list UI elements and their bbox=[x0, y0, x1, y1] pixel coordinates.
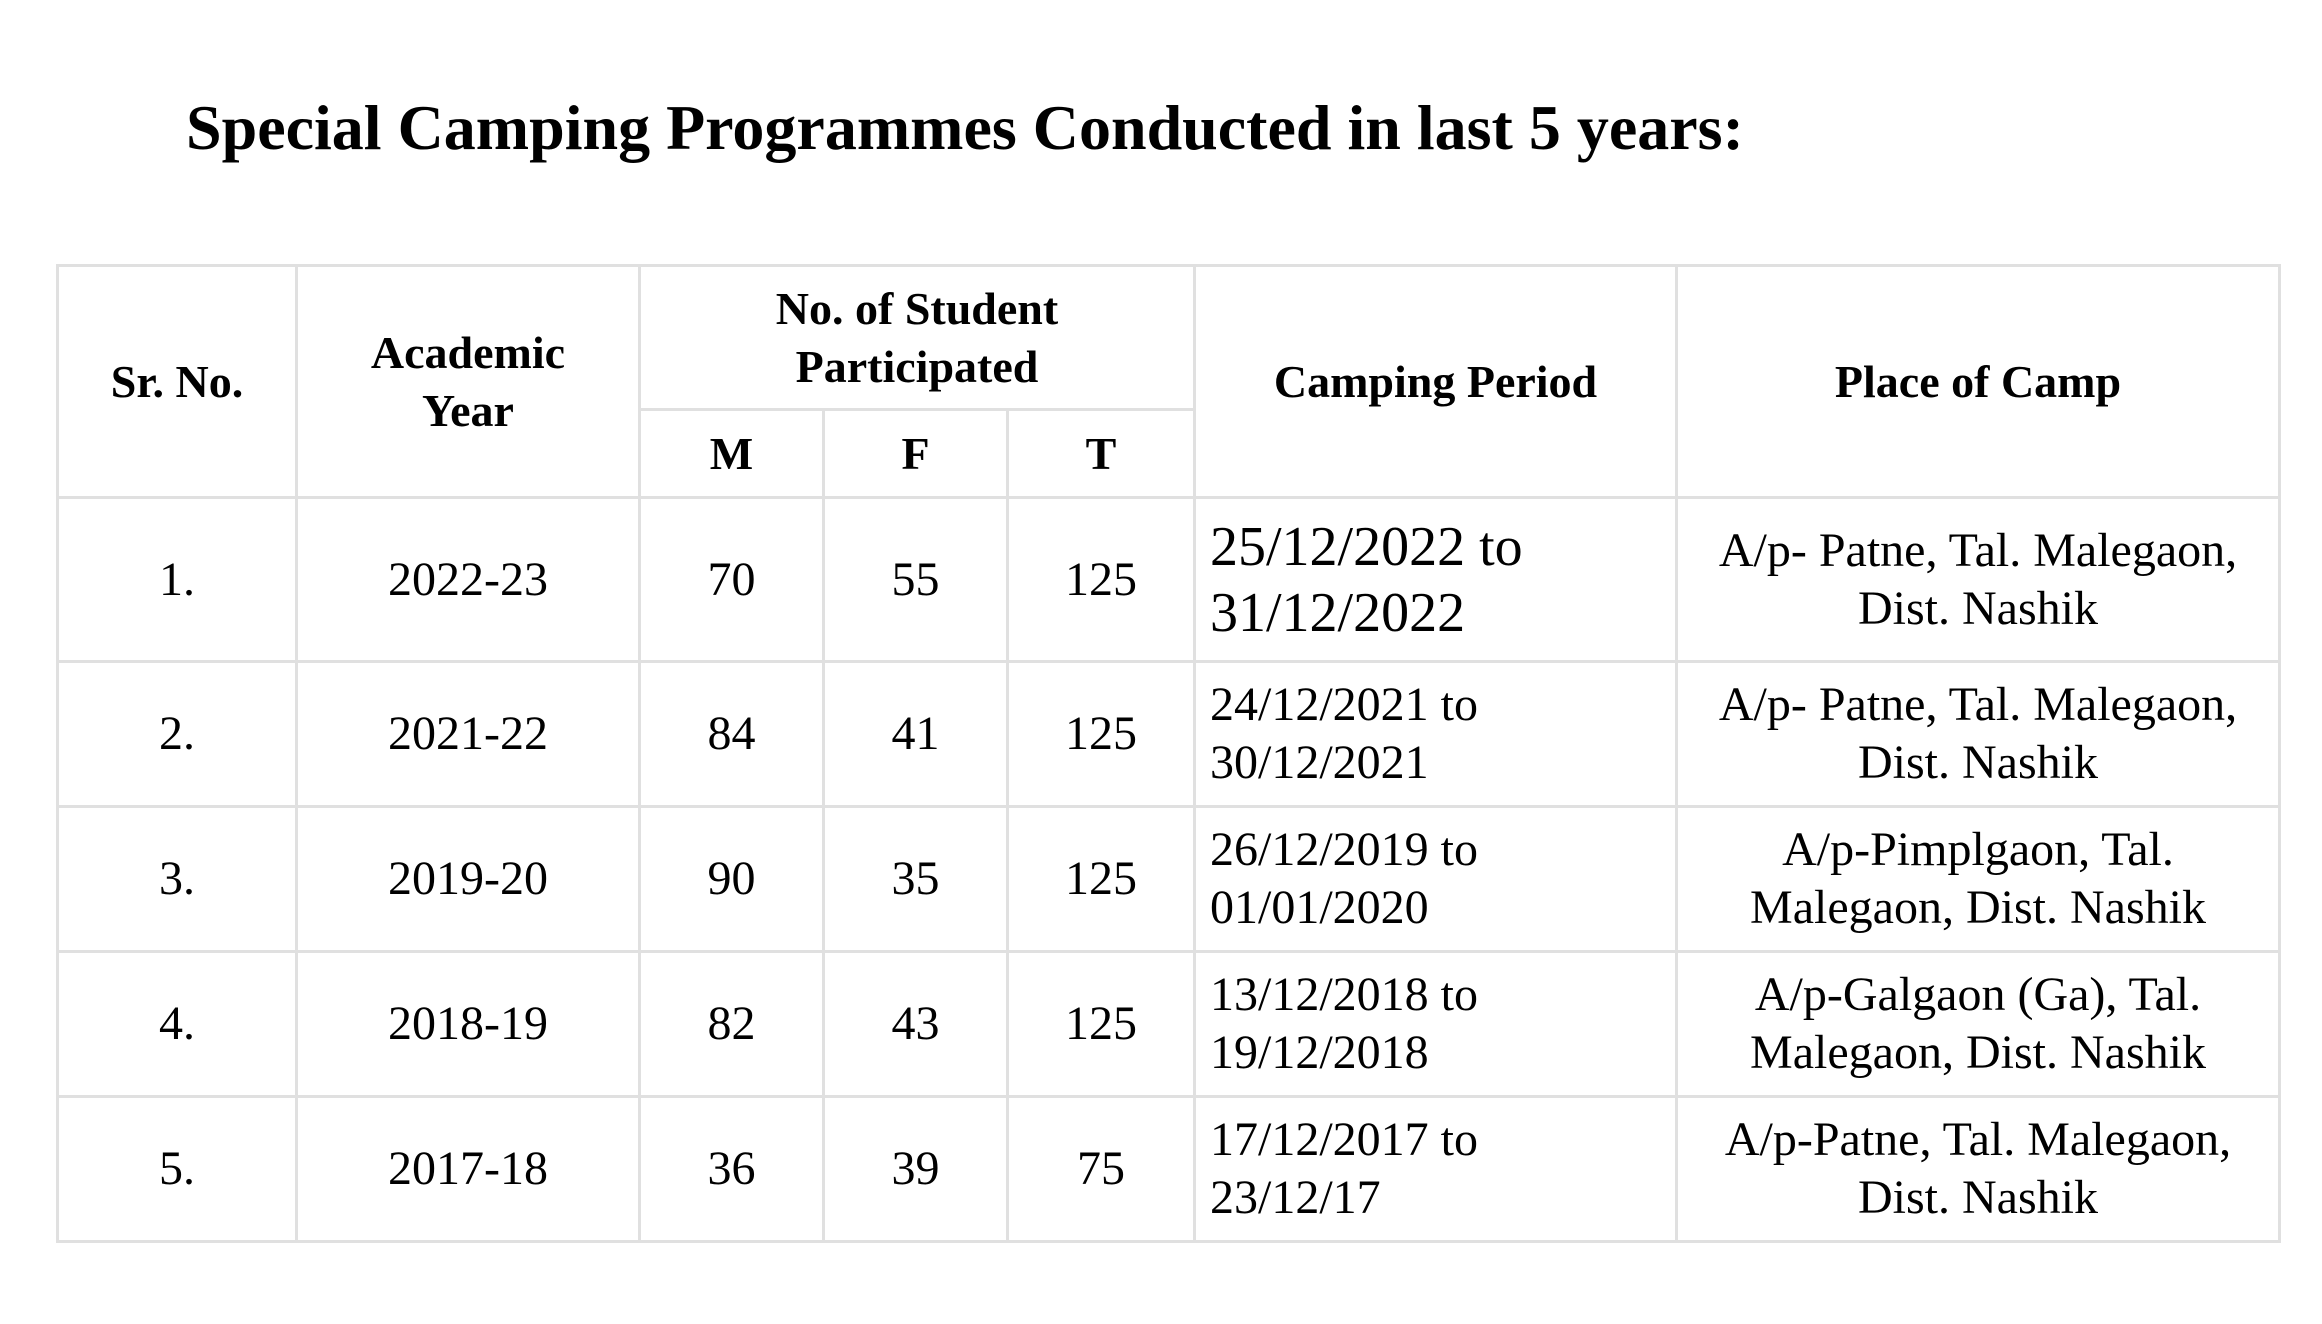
cell-female: 43 bbox=[824, 952, 1008, 1097]
cell-sr-no: 3. bbox=[58, 807, 297, 952]
cell-sr-no: 1. bbox=[58, 498, 297, 662]
header-total: T bbox=[1008, 410, 1195, 498]
cell-academic-year: 2018-19 bbox=[297, 952, 640, 1097]
cell-male: 82 bbox=[640, 952, 824, 1097]
cell-camping-period: 26/12/2019 to 01/01/2020 bbox=[1195, 807, 1677, 952]
header-place-of-camp: Place of Camp bbox=[1677, 266, 2280, 498]
table-row bbox=[58, 662, 2280, 807]
cell-camping-period: 17/12/2017 to 23/12/17 bbox=[1195, 1097, 1677, 1242]
cell-total: 125 bbox=[1008, 952, 1195, 1097]
cell-place-of-camp: A/p-Galgaon (Ga), Tal. Malegaon, Dist. Nashik bbox=[1677, 952, 2280, 1097]
cell-camping-period: 25/12/2022 to 31/12/2022 bbox=[1195, 498, 1677, 662]
header-female: F bbox=[824, 410, 1008, 498]
cell-sr-no: 4. bbox=[58, 952, 297, 1097]
camping-programmes-table bbox=[56, 264, 2281, 1243]
cell-place-of-camp: A/p- Patne, Tal. Malegaon, Dist. Nashik bbox=[1677, 498, 2280, 662]
cell-place-of-camp: A/p- Patne, Tal. Malegaon, Dist. Nashik bbox=[1677, 662, 2280, 807]
cell-academic-year: 2022-23 bbox=[297, 498, 640, 662]
cell-academic-year: 2021-22 bbox=[297, 662, 640, 807]
header-academic-year: Academic Year bbox=[297, 266, 640, 498]
cell-camping-period: 24/12/2021 to 30/12/2021 bbox=[1195, 662, 1677, 807]
cell-total: 75 bbox=[1008, 1097, 1195, 1242]
cell-camping-period: 13/12/2018 to 19/12/2018 bbox=[1195, 952, 1677, 1097]
header-male: M bbox=[640, 410, 824, 498]
cell-male: 70 bbox=[640, 498, 824, 662]
cell-male: 36 bbox=[640, 1097, 824, 1242]
cell-academic-year: 2017-18 bbox=[297, 1097, 640, 1242]
header-students-participated: No. of Student Participated bbox=[640, 266, 1195, 410]
cell-place-of-camp: A/p-Pimplgaon, Tal. Malegaon, Dist. Nashik bbox=[1677, 807, 2280, 952]
cell-female: 39 bbox=[824, 1097, 1008, 1242]
cell-male: 84 bbox=[640, 662, 824, 807]
cell-total: 125 bbox=[1008, 807, 1195, 952]
header-camping-period: Camping Period bbox=[1195, 266, 1677, 498]
cell-male: 90 bbox=[640, 807, 824, 952]
table-row bbox=[58, 952, 2280, 1097]
table-row bbox=[58, 1097, 2280, 1242]
table-row bbox=[58, 498, 2280, 662]
cell-sr-no: 5. bbox=[58, 1097, 297, 1242]
cell-total: 125 bbox=[1008, 498, 1195, 662]
cell-sr-no: 2. bbox=[58, 662, 297, 807]
cell-female: 55 bbox=[824, 498, 1008, 662]
header-row bbox=[58, 266, 2280, 410]
cell-female: 35 bbox=[824, 807, 1008, 952]
cell-total: 125 bbox=[1008, 662, 1195, 807]
cell-place-of-camp: A/p-Patne, Tal. Malegaon, Dist. Nashik bbox=[1677, 1097, 2280, 1242]
header-sr-no: Sr. No. bbox=[58, 266, 297, 498]
cell-academic-year: 2019-20 bbox=[297, 807, 640, 952]
cell-female: 41 bbox=[824, 662, 1008, 807]
table-row bbox=[58, 807, 2280, 952]
page-title: Special Camping Programmes Conducted in last 5 years: bbox=[186, 92, 1744, 163]
